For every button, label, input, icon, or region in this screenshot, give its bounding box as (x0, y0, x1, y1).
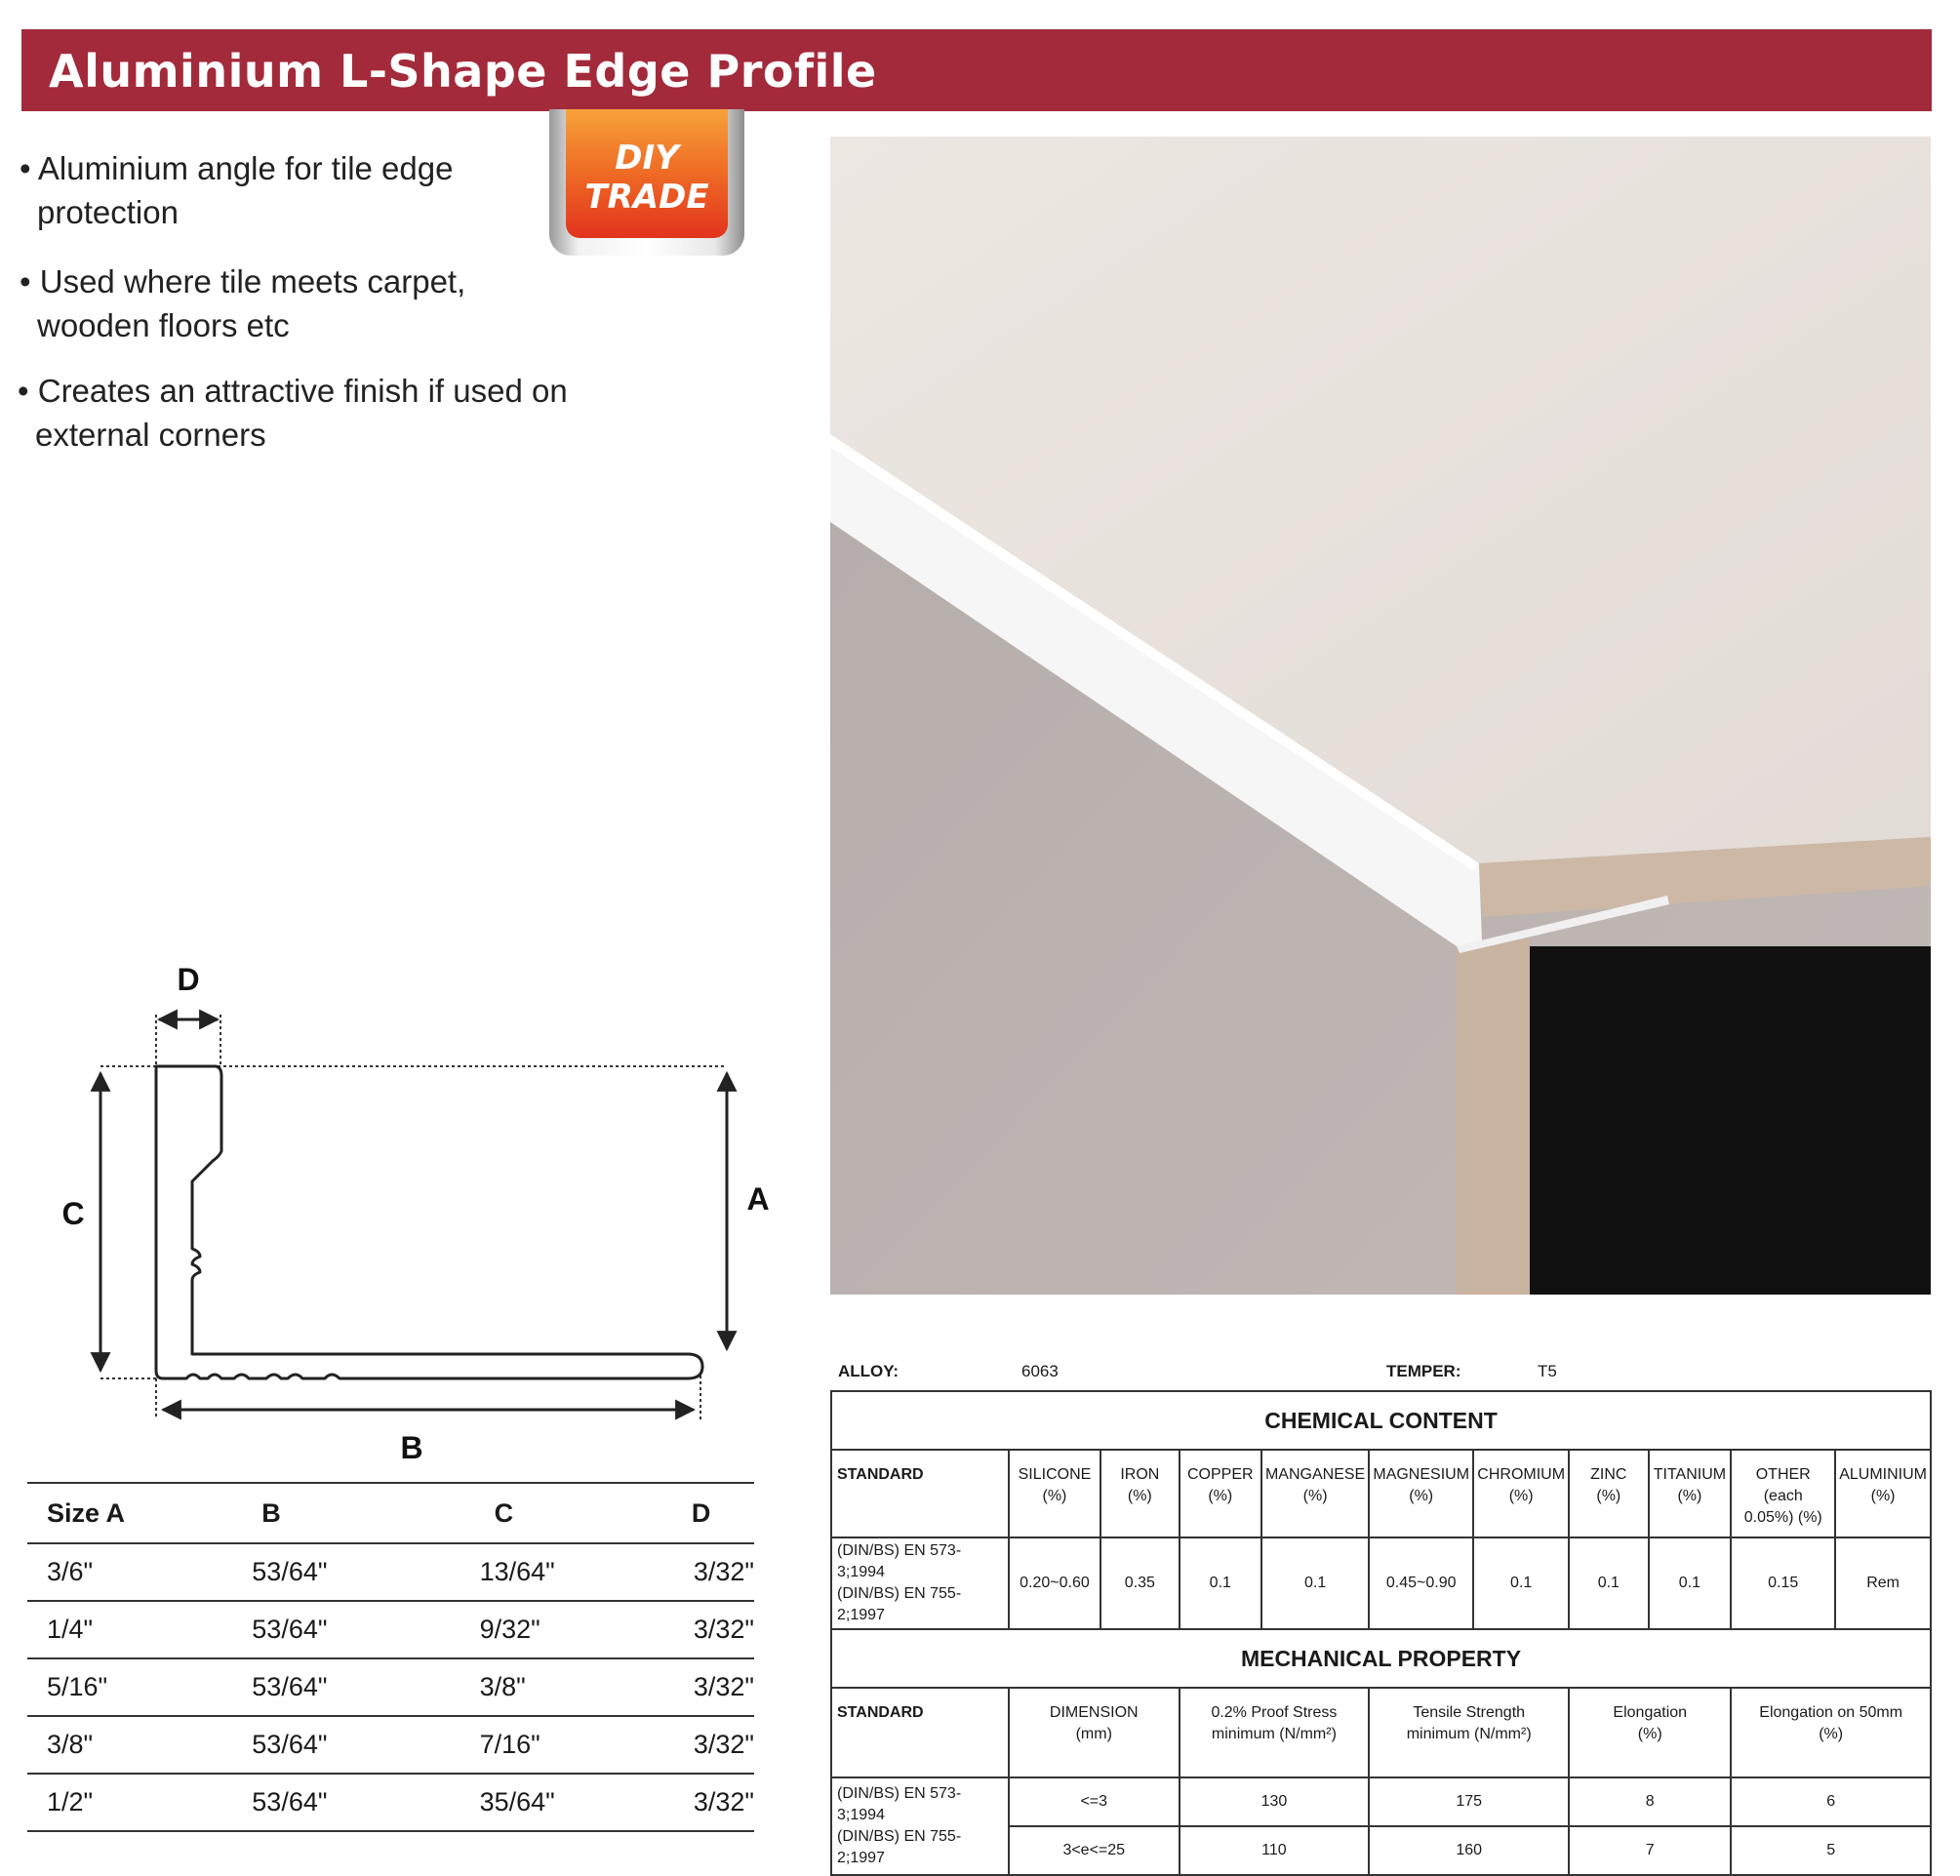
table-cell: 3<e<=25 (1009, 1826, 1180, 1875)
profile-outline (156, 1066, 702, 1378)
product-photo (830, 137, 1931, 1295)
table-cell: 53/64" (232, 1774, 464, 1831)
sizes-col-b: B (232, 1483, 464, 1543)
table-cell: 53/64" (232, 1658, 464, 1716)
temper-label: TEMPER: (1386, 1362, 1461, 1380)
bullet-3-line-1: Creates an attractive finish if used on (37, 373, 568, 409)
table-cell: 130 (1180, 1777, 1370, 1826)
col-label: MAGNESIUM (1373, 1466, 1470, 1483)
table-cell: 3/8" (465, 1658, 655, 1716)
table-cell: 7/16" (465, 1716, 655, 1774)
col-label: DIMENSION (1049, 1704, 1139, 1721)
page-title: Aluminium L-Shape Edge Profile (49, 45, 877, 98)
table-cell: 53/64" (232, 1716, 464, 1774)
bullet-1-line-2: protection (37, 194, 179, 230)
bullet-1: • Aluminium angle for tile edge protection (20, 146, 453, 234)
table-cell: 35/64" (465, 1774, 655, 1831)
mechanical-standard-header: STANDARD (831, 1688, 1009, 1777)
col-magnesium (1369, 1450, 1473, 1537)
table-cell: 0.15 (1731, 1537, 1835, 1629)
table-cell: 160 (1369, 1826, 1569, 1875)
table-row (27, 1716, 754, 1774)
chemical-title-row (831, 1391, 1931, 1450)
label-c: C (61, 1196, 85, 1231)
col-chromium (1473, 1450, 1569, 1537)
col-iron (1100, 1450, 1180, 1537)
col-unit: (%) (1208, 1488, 1233, 1504)
table-cell: 0.1 (1569, 1537, 1648, 1629)
table-cell: 1/2" (27, 1774, 232, 1831)
bullet-1-line-1: Aluminium angle for tile edge (37, 150, 454, 186)
chemical-header-row (831, 1450, 1931, 1537)
bullet-2-line-1: Used where tile meets carpet, (39, 263, 466, 299)
col-label: TITANIUM (1653, 1466, 1727, 1483)
mechanical-property-title: MECHANICAL PROPERTY (831, 1629, 1931, 1688)
col-unit: (%) (1409, 1488, 1434, 1504)
table-cell: 53/64" (232, 1543, 464, 1601)
sizes-col-d: D (655, 1483, 754, 1543)
col-unit: (%) (1302, 1488, 1328, 1504)
table-row (27, 1658, 754, 1716)
table-cell: 175 (1369, 1777, 1569, 1826)
col-titanium (1649, 1450, 1732, 1537)
table-row (27, 1543, 754, 1601)
table-cell: 110 (1180, 1826, 1370, 1875)
bullet-3: • Creates an attractive finish if used on external corners (18, 369, 568, 457)
col-label: Elongation (1613, 1704, 1688, 1721)
table-cell: 0.1 (1649, 1537, 1732, 1629)
label-d: D (177, 962, 200, 997)
sizes-header-row (27, 1483, 754, 1543)
sizes-col-c: C (465, 1483, 655, 1543)
col-dimension (1009, 1688, 1180, 1777)
table-cell: 3/32" (655, 1658, 754, 1716)
mechanical-title-row (831, 1629, 1931, 1688)
col-label: ZINC (1590, 1466, 1627, 1483)
mechanical-header-row (831, 1688, 1931, 1777)
table-cell: Rem (1835, 1537, 1931, 1629)
table-cell: 13/64" (465, 1543, 655, 1601)
bullet-2-line-2: wooden floors etc (37, 307, 290, 343)
table-cell: 3/32" (655, 1774, 754, 1831)
col-aluminium (1835, 1450, 1931, 1537)
col-label: SILICONE (1018, 1466, 1092, 1483)
col-unit: (%) (1596, 1488, 1621, 1504)
chemical-standard (831, 1537, 1009, 1629)
table-cell: <=3 (1009, 1777, 1180, 1826)
col-proof-stress (1180, 1688, 1370, 1777)
badge-text (566, 139, 728, 217)
label-a: A (746, 1181, 770, 1217)
col-elongation-50mm (1731, 1688, 1931, 1777)
col-unit: (%) (1127, 1488, 1152, 1504)
col-label: IRON (1120, 1466, 1160, 1483)
table-cell: 5 (1731, 1826, 1931, 1875)
col-elongation (1569, 1688, 1731, 1777)
table-cell: 0.1 (1180, 1537, 1261, 1629)
col-other (1731, 1450, 1835, 1537)
col-manganese (1261, 1450, 1369, 1537)
col-unit: (%) (1042, 1488, 1067, 1504)
col-silicone (1009, 1450, 1100, 1537)
chemical-content-title: CHEMICAL CONTENT (831, 1391, 1931, 1450)
table-cell: 3/32" (655, 1601, 754, 1658)
col-label: ALUMINIUM (1839, 1466, 1927, 1483)
table-cell: 1/4" (27, 1601, 232, 1658)
table-row (27, 1601, 754, 1658)
alloy-value: 6063 (1021, 1362, 1059, 1380)
col-unit: (mm) (1075, 1726, 1112, 1742)
table-cell: 6 (1731, 1777, 1931, 1826)
board-edge-vertical (1457, 938, 1530, 1295)
standard-line-1: (DIN/BS) EN 573-3;1994 (837, 1785, 962, 1823)
col-unit: minimum (N/mm²) (1406, 1726, 1532, 1742)
bullet-3-line-2: external corners (35, 417, 266, 453)
table-cell: 7 (1569, 1826, 1731, 1875)
table-cell: 0.1 (1261, 1537, 1369, 1629)
col-label: Tensile Strength (1413, 1704, 1526, 1721)
sizes-col-size-a: Size A (27, 1483, 232, 1543)
chemical-standard-header: STANDARD (831, 1450, 1009, 1537)
col-zinc (1569, 1450, 1648, 1537)
col-label: COPPER (1187, 1466, 1254, 1483)
col-unit: (%) (1508, 1488, 1534, 1504)
table-cell: 0.1 (1473, 1537, 1569, 1629)
standard-line-1: (DIN/BS) EN 573-3;1994 (837, 1542, 962, 1580)
col-label: Elongation on 50mm (1759, 1704, 1903, 1721)
table-cell: 9/32" (465, 1601, 655, 1658)
profile-diagram (54, 961, 795, 1473)
col-tensile-strength (1369, 1688, 1569, 1777)
table-cell: 3/32" (655, 1716, 754, 1774)
table-cell: 3/8" (27, 1716, 232, 1774)
standard-line-2: (DIN/BS) EN 755-2;1997 (837, 1585, 962, 1623)
col-label: MANGANESE (1264, 1466, 1366, 1483)
table-cell: 5/16" (27, 1658, 232, 1716)
col-unit: (%) (1677, 1488, 1702, 1504)
col-copper (1180, 1450, 1261, 1537)
col-unit: (%) (1637, 1726, 1662, 1742)
chemical-values-row (831, 1537, 1931, 1629)
col-unit: minimum (N/mm²) (1211, 1726, 1337, 1742)
col-label: OTHER (each (1755, 1466, 1811, 1504)
badge-line-1: DIY (615, 139, 679, 178)
col-unit: (%) (1870, 1488, 1896, 1504)
mechanical-row-1 (831, 1777, 1931, 1826)
table-cell: 0.20~0.60 (1009, 1537, 1100, 1629)
col-label: CHROMIUM (1477, 1466, 1566, 1483)
label-b: B (400, 1430, 423, 1465)
temper-value: T5 (1538, 1362, 1557, 1380)
alloy-label: ALLOY: (838, 1362, 900, 1380)
table-cell: 3/6" (27, 1543, 232, 1601)
table-cell: 8 (1569, 1777, 1731, 1826)
table-cell: 0.35 (1100, 1537, 1180, 1629)
col-unit: (%) (1819, 1726, 1844, 1742)
standard-line-2: (DIN/BS) EN 755-2;1997 (837, 1828, 962, 1866)
table-row (27, 1774, 754, 1831)
spec-table (830, 1390, 1932, 1876)
sizes-table (27, 1482, 754, 1832)
mechanical-standard (831, 1777, 1009, 1875)
col-unit: 0.05%) (%) (1743, 1509, 1822, 1526)
badge-line-2: TRADE (584, 178, 709, 217)
table-cell: 53/64" (232, 1601, 464, 1658)
table-cell: 3/32" (655, 1543, 754, 1601)
table-cell: 0.45~0.90 (1369, 1537, 1473, 1629)
bullet-2: • Used where tile meets carpet, wooden floors etc (20, 259, 465, 347)
col-label: 0.2% Proof Stress (1211, 1704, 1338, 1721)
